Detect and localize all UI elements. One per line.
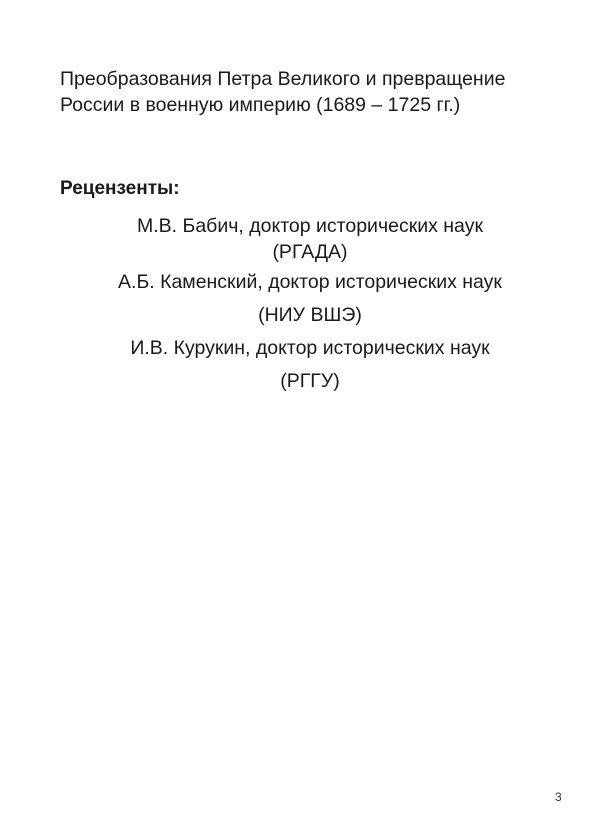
title-line-1: Преобразования Петра Великого и превращение <box>60 68 506 90</box>
reviewer-3-name: И.В. Курукин, доктор исторических наук <box>130 337 490 359</box>
reviewer-2-name: А.Б. Каменский, доктор исторических наук <box>118 271 502 293</box>
reviewers-heading: Рецензенты: <box>60 178 180 199</box>
document-title <box>60 66 580 118</box>
reviewer-2-affiliation: (НИУ ВШЭ) <box>258 304 362 326</box>
reviewer-1-affiliation: (РГАДА) <box>272 241 348 263</box>
reviewer-1-name: М.В. Бабич, доктор исторических наук <box>137 215 483 237</box>
title-line-2: России в военную империю (1689 – 1725 гг.) <box>60 94 461 116</box>
page-number: 3 <box>555 790 562 804</box>
reviewer-3-affiliation: (РГГУ) <box>280 370 340 392</box>
